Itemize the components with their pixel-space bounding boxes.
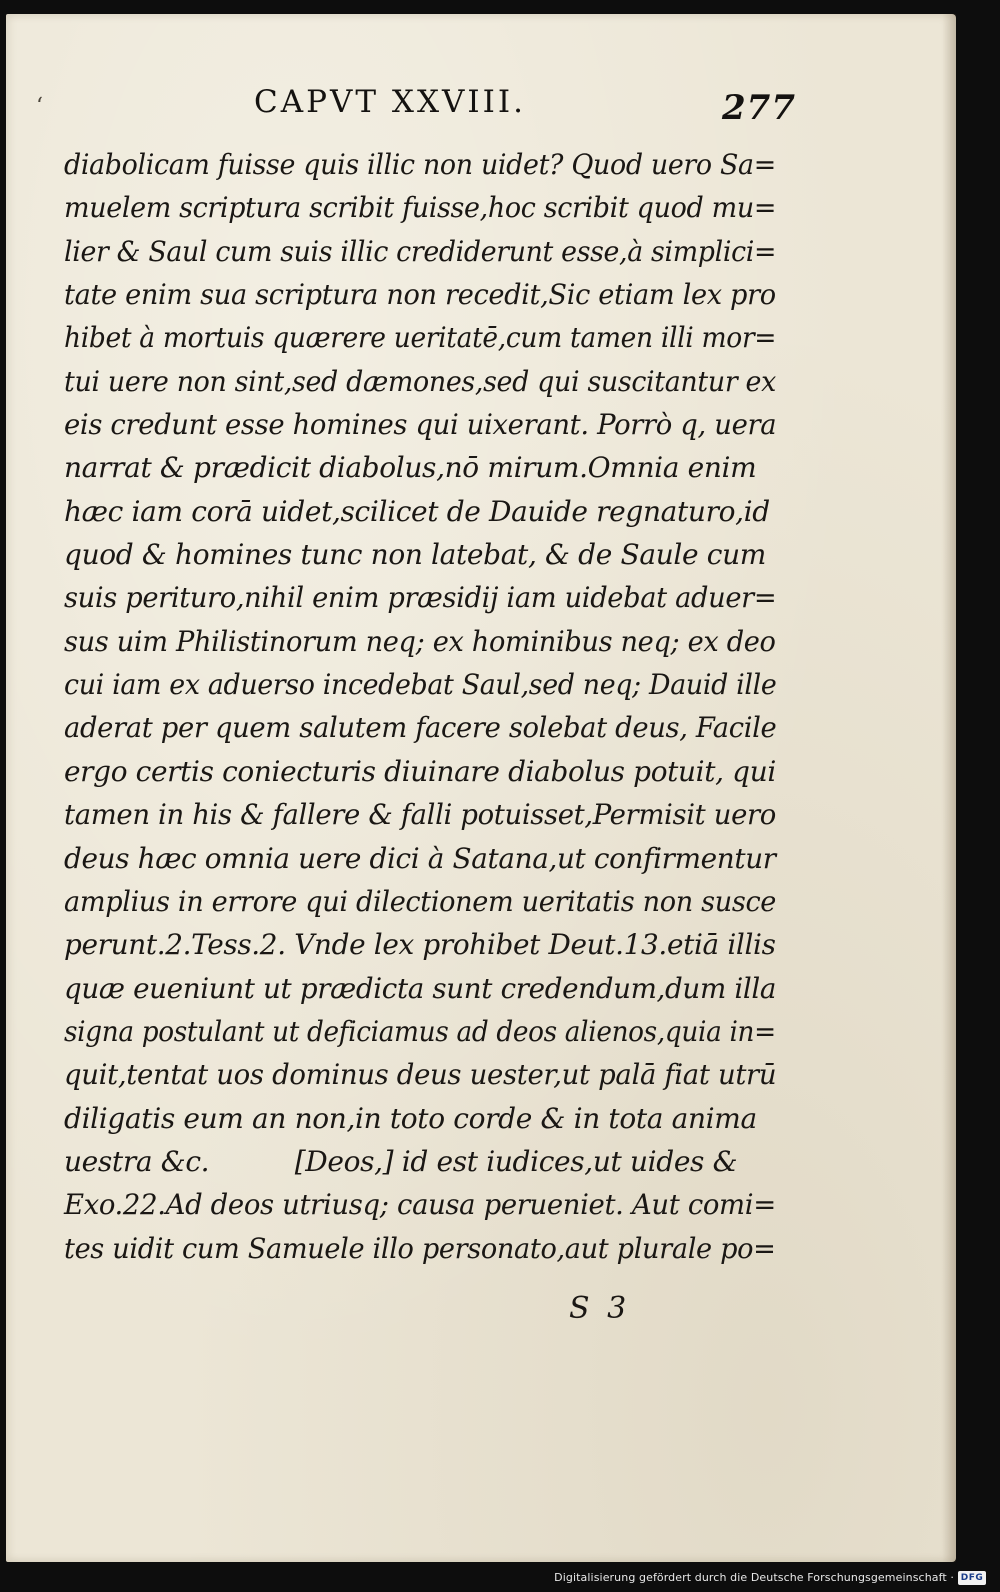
text-line: cui iam ex aduerso incedebat Saul,sed neq; Dauid ille <box>64 668 777 702</box>
page-edge-shadow <box>942 14 956 1562</box>
text-line: signa postulant ut deficiamus ad deos alienos,quia in= <box>64 1014 776 1048</box>
dfg-logo: DFG <box>958 1571 986 1585</box>
margin-mark: ʻ <box>36 94 43 119</box>
text-line: lier & Saul cum suis illic crediderunt esse,à simplici= <box>64 234 777 268</box>
text-line: tamen in his & fallere & falli potuisset,Permisit uero <box>64 798 776 832</box>
text-line: quæ eueniunt ut prædicta sunt credendum,dum illa <box>64 971 777 1005</box>
text-line: Exo.22.Ad deos utriusq; causa perueniet. Aut comi= <box>64 1188 776 1222</box>
page-number: 277 <box>722 88 796 128</box>
text-line: perunt.2.Tess.2. Vnde lex prohibet Deut.13.etiā illis <box>64 928 776 962</box>
text-line: tui uere non sint,sed dæmones,sed qui suscitantur ex <box>64 364 776 398</box>
text-line: sus uim Philistinorum neq; ex hominibus neq; ex deo <box>64 624 776 658</box>
running-head <box>236 84 716 120</box>
text-line: suis perituro,nihil enim præsidij iam uidebat aduer= <box>64 581 777 615</box>
text-line: quit,tentat uos dominus deus uester,ut palā fiat utrū <box>64 1058 777 1092</box>
text-line: narrat & prædicit diabolus,nō mirum.Omnia enim <box>64 451 757 485</box>
signature-mark: S 3 <box>569 1291 631 1326</box>
text-line: hibet à mortuis quærere ueritatē,cum tamen illi mor= <box>64 321 777 355</box>
text-line: tate enim sua scriptura non recedit,Sic etiam lex pro <box>64 278 776 312</box>
text-line: tes uidit cum Samuele illo personato,aut plurale po= <box>64 1231 776 1265</box>
text-line: diabolicam fuisse quis illic non uidet? Quod uero Sa= <box>64 148 776 181</box>
text-line: quod & homines tunc non latebat, & de Saule cum <box>64 538 766 572</box>
text-line: hæc iam corā uidet,scilicet de Dauide regnaturo,id <box>64 494 770 528</box>
text-line: uestra &c. [Deos,] id est iudices,ut uides & <box>64 1144 738 1178</box>
footer-credit: Digitalisierung gefördert durch die Deutsche Forschungsgemeinschaft · <box>554 1571 954 1584</box>
text-block <box>64 143 784 1270</box>
text-line: deus hæc omnia uere dici à Satana,ut confirmentur <box>64 841 776 875</box>
chapter-title: CAPVT XXVIII. <box>254 84 526 120</box>
text-line: muelem scriptura scribit fuisse,hoc scribit quod mu= <box>64 191 777 225</box>
text-line: amplius in errore qui dilectionem ueritatis non susce <box>64 884 777 918</box>
text-line: ergo certis coniecturis diuinare diabolus potuit, qui <box>64 754 776 788</box>
text-line: aderat per quem salutem facere solebat deus, Facile <box>64 711 777 745</box>
text-line: diligatis eum an non,in toto corde & in tota anima <box>64 1101 757 1135</box>
text-line: eis credunt esse homines qui uixerant. Porrò q, uera <box>64 408 777 442</box>
footer-bar <box>0 1562 1000 1592</box>
book-page <box>6 14 956 1562</box>
